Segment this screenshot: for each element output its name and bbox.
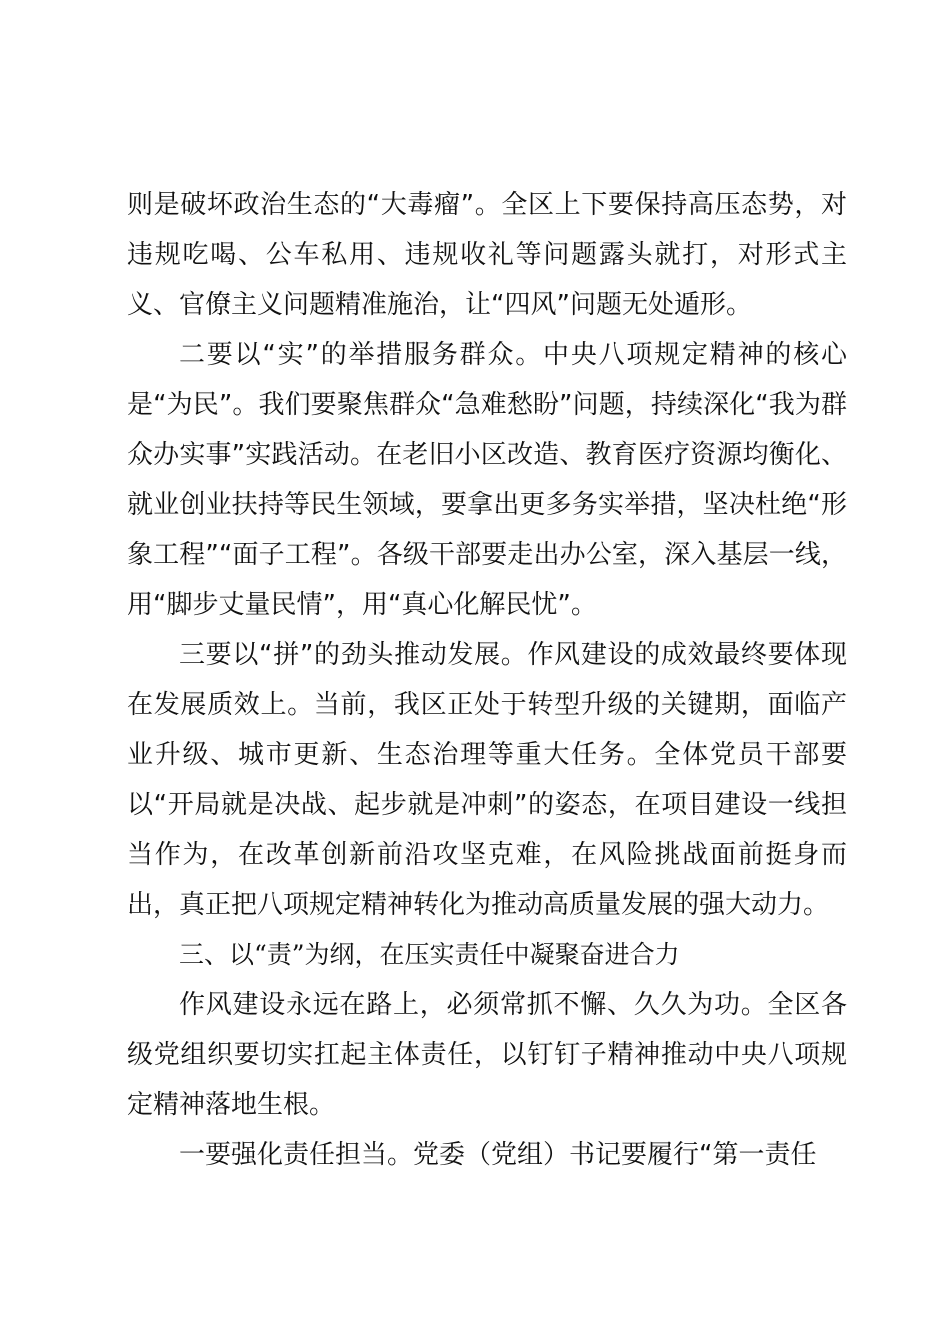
body-paragraph: 一要强化责任担当。党委（党组）书记要履行“第一责任 — [179, 1140, 817, 1170]
body-paragraph: 三要以“拼”的劲头推动发展。作风建设的成效最终要体现在发展质效上。当前，我区正处于转型升级的关键期，面临产业升级、城市更新、生态治理等重大任务。全体党员干部要以“开局就是决战、起步就是冲刺”的姿态，在项目建设一线担当作为，在改革创新前沿攻坚克难，在风险挑战面前挺身而出，真正把八项规定精神转化为推动高质量发展的强大动力。 — [127, 640, 847, 920]
section-heading: 三、以“责”为纲，在压实责任中凝聚奋进合力 — [179, 940, 680, 969]
body-paragraph: 则是破坏政治生态的“大毒瘤”。全区上下要保持高压态势，对违规吃喝、公车私用、违规收礼等问题露头就打，对形式主义、官僚主义问题精准施治，让“四风”问题无处遁形。 — [127, 190, 847, 320]
document-body — [127, 180, 847, 1180]
body-paragraph: 作风建设永远在路上，必须常抓不懈、久久为功。全区各级党组织要切实扛起主体责任，以钉钉子精神推动中央八项规定精神落地生根。 — [127, 990, 847, 1120]
body-paragraph: 二要以“实”的举措服务群众。中央八项规定精神的核心是“为民”。我们要聚焦群众“急难愁盼”问题，持续深化“我为群众办实事”实践活动。在老旧小区改造、教育医疗资源均衡化、就业创业扶持等民生领域，要拿出更多务实举措，坚决杜绝“形象工程”“面子工程”。各级干部要走出办公室，深入基层一线，用“脚步丈量民情”，用“真心化解民忧”。 — [127, 340, 847, 620]
